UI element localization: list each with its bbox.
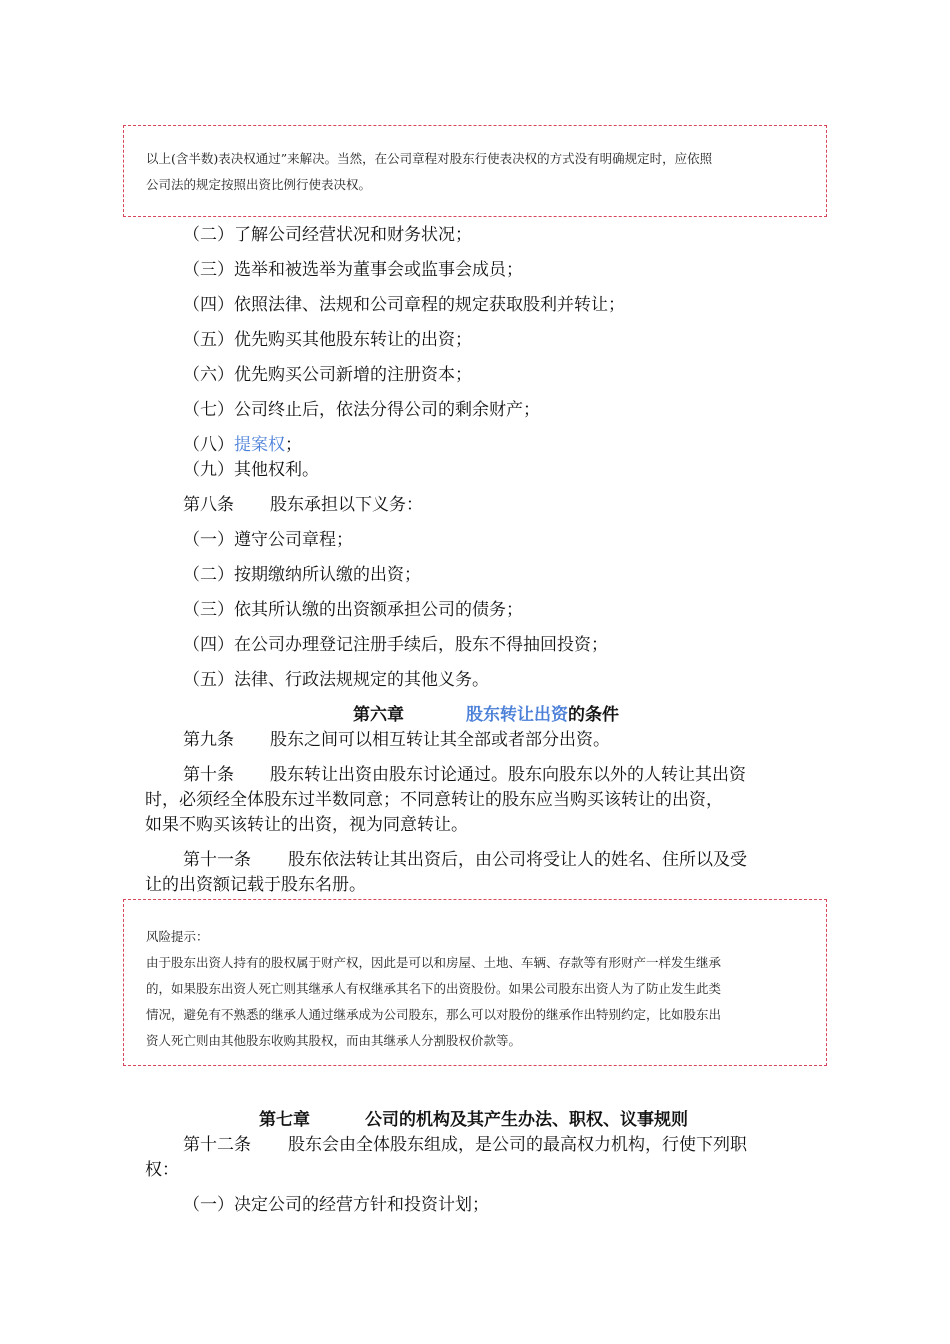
article-11: [183, 845, 747, 870]
duty-item-2: （二）按期缴纳所认缴的出资；: [183, 565, 421, 585]
article-number: 第十一条: [183, 850, 251, 870]
article-text: 股东会由全体股东组成，是公司的最高权力机构，行使下列职: [288, 1135, 747, 1155]
chapter-7-heading: [259, 1105, 688, 1130]
item-suffix: ；: [285, 435, 302, 455]
article-12: [183, 1130, 747, 1155]
annotation-line: 公司法的规定按照出资比例行使表决权。: [146, 177, 372, 192]
article-number: 第八条: [183, 495, 234, 515]
article-8: [183, 490, 423, 515]
annotation-line: 由于股东出资人持有的股权属于财产权，因此是可以和房屋、土地、车辆、存款等有形财产一样发生继承: [146, 955, 722, 970]
annotation-line: 资人死亡则由其他股东收购其股权，而由其继承人分割股权价款等。: [146, 1033, 522, 1048]
article-12-line-2: 权：: [145, 1160, 179, 1180]
rights-item-7: （七）公司终止后，依法分得公司的剩余财产；: [183, 400, 540, 420]
article-9: [183, 725, 610, 750]
rights-item-5: （五）优先购买其他股东转让的出资；: [183, 330, 472, 350]
chapter-title: 公司的机构及其产生办法、职权、议事规则: [365, 1110, 688, 1130]
annotation-box-risk: [123, 899, 827, 1066]
annotation-line: 以上(含半数)表决权通过”来解决。当然，在公司章程对股东行使表决权的方式没有明确规定时，应依照: [146, 151, 713, 166]
chapter-number: 第七章: [259, 1110, 310, 1130]
annotation-line: 情况，避免有不熟悉的继承人通过继承成为公司股东，那么可以对股份的继承作出特别约定，比如股东出: [146, 1007, 722, 1022]
meeting-item-1: （一）决定公司的经营方针和投资计划；: [183, 1195, 489, 1215]
chapter-number: 第六章: [353, 705, 404, 725]
article-11-line-2: 让的出资额记载于股东名册。: [145, 875, 366, 895]
article-text: 股东之间可以相互转让其全部或者部分出资。: [270, 730, 610, 750]
article-text: 股东转让出资由股东讨论通过。股东向股东以外的人转让其出资: [270, 765, 746, 785]
share-transfer-link[interactable]: 股东转让出资: [466, 705, 568, 725]
annotation-line: 的，如果股东出资人死亡则其继承人有权继承其名下的出资股份。如果公司股东出资人为了防止发生此类: [146, 981, 722, 996]
duty-item-1: （一）遵守公司章程；: [183, 530, 353, 550]
article-10-line-3: 如果不购买该转让的出资，视为同意转让。: [145, 815, 468, 835]
chapter-6-heading: [353, 700, 619, 725]
rights-item-8: [183, 430, 302, 455]
article-10-line-2: 时，必须经全体股东过半数同意；不同意转让的股东应当购买该转让的出资，: [145, 790, 723, 810]
rights-item-6: （六）优先购买公司新增的注册资本；: [183, 365, 472, 385]
article-text: 股东依法转让其出资后，由公司将受让人的姓名、住所以及受: [288, 850, 747, 870]
rights-item-4: （四）依照法律、法规和公司章程的规定获取股利并转让；: [183, 295, 625, 315]
risk-title: 风险提示：: [146, 929, 209, 944]
article-number: 第九条: [183, 730, 234, 750]
proposal-right-link[interactable]: 提案权: [234, 435, 285, 455]
article-number: 第十条: [183, 765, 234, 785]
duty-item-3: （三）依其所认缴的出资额承担公司的债务；: [183, 600, 523, 620]
rights-item-3: （三）选举和被选举为董事会或监事会成员；: [183, 260, 523, 280]
rights-item-2: （二）了解公司经营状况和财务状况；: [183, 225, 472, 245]
duty-item-4: （四）在公司办理登记注册手续后，股东不得抽回投资；: [183, 635, 608, 655]
annotation-box-voting: [123, 125, 827, 217]
article-text: 股东承担以下义务：: [270, 495, 423, 515]
rights-item-9: （九）其他权利。: [183, 460, 319, 480]
chapter-title-rest: 的条件: [568, 705, 619, 725]
item-prefix: （八）: [183, 435, 234, 455]
duty-item-5: （五）法律、行政法规规定的其他义务。: [183, 670, 489, 690]
article-number: 第十二条: [183, 1135, 251, 1155]
article-10: [183, 760, 746, 785]
